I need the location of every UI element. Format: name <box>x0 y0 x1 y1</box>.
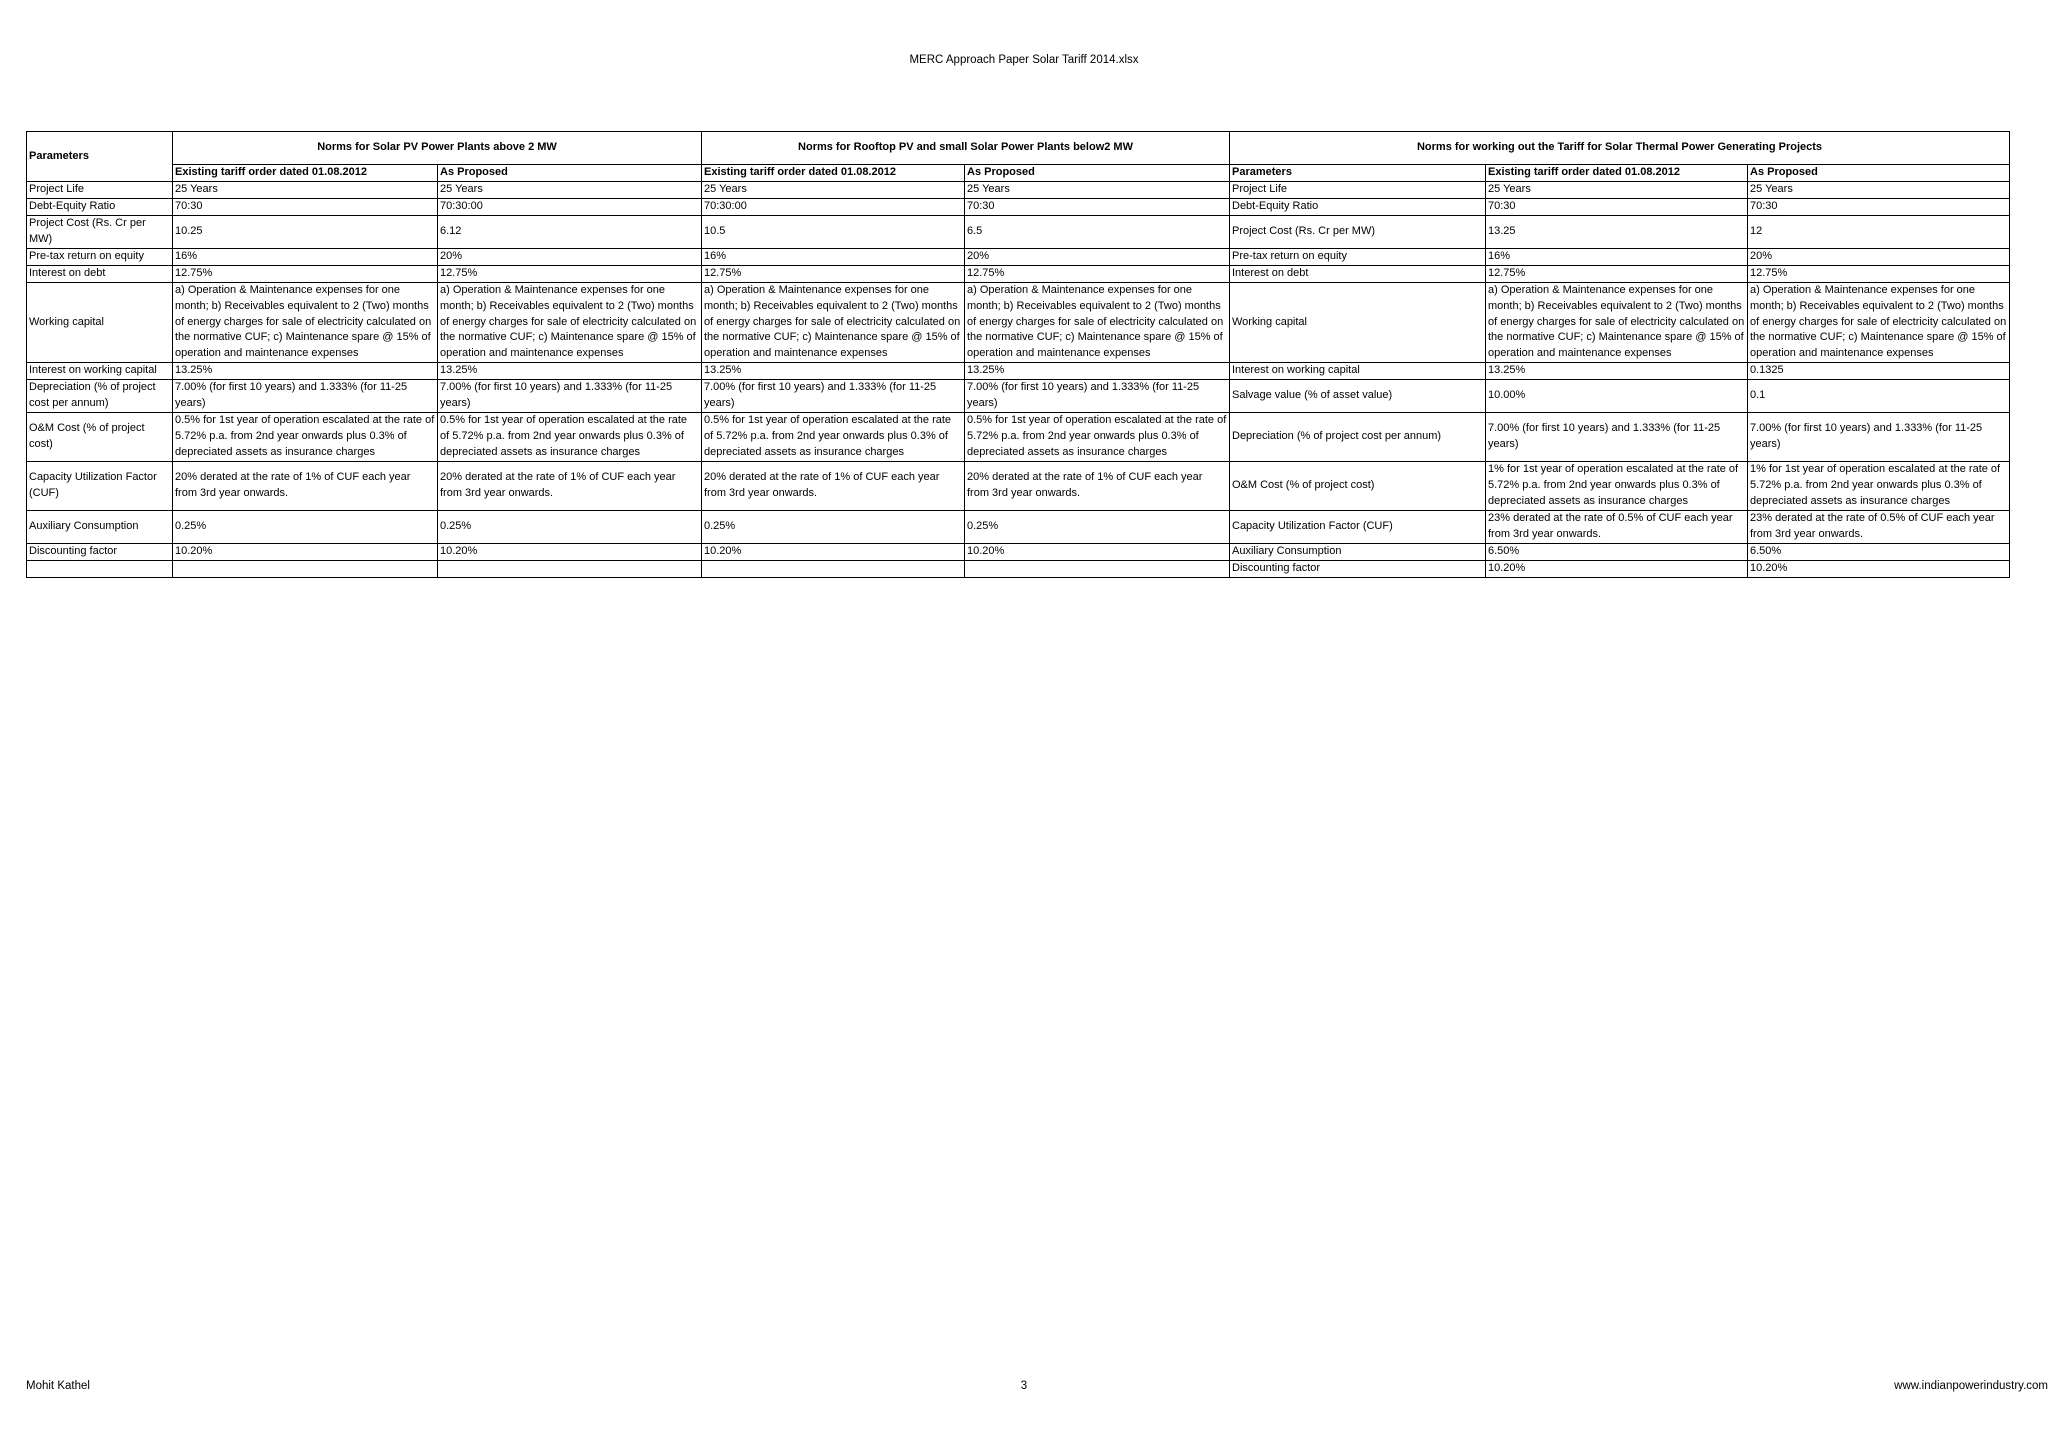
table-row <box>27 215 2010 248</box>
table-row <box>27 380 2010 413</box>
table-cell: Interest on working capital <box>1230 363 1486 380</box>
table-cell: 12.75% <box>1486 265 1748 282</box>
table-cell: Discounting factor <box>1230 560 1486 577</box>
table-cell: 0.25% <box>965 510 1230 543</box>
table-cell: 7.00% (for first 10 years) and 1.333% (for 11-25 years) <box>438 380 702 413</box>
table-cell: 6.50% <box>1748 543 2010 560</box>
table-cell <box>702 560 965 577</box>
table-cell: Interest on debt <box>27 265 173 282</box>
pv-group-header: Norms for Solar PV Power Plants above 2 MW <box>173 132 702 165</box>
table-cell: 10.00% <box>1486 380 1748 413</box>
table-cell: 13.25% <box>1486 363 1748 380</box>
table-cell: a) Operation & Maintenance expenses for one month; b) Receivables equivalent to 2 (Two) months of energy charges for sale of electricity calculated on the normative CUF; c) Maintenance spare @ 15% of operation and maintenance expenses <box>965 282 1230 363</box>
table-row <box>27 182 2010 199</box>
table-cell: 10.20% <box>438 543 702 560</box>
table-cell: 25 Years <box>1486 182 1748 199</box>
rooftop-existing-header: Existing tariff order dated 01.08.2012 <box>702 165 965 182</box>
table-cell: 12.75% <box>438 265 702 282</box>
table-cell: 10.25 <box>173 215 438 248</box>
table-cell: a) Operation & Maintenance expenses for one month; b) Receivables equivalent to 2 (Two) months of energy charges for sale of electricity calculated on the normative CUF; c) Maintenance spare @ 15% of operation and maintenance expenses <box>702 282 965 363</box>
table-row <box>27 248 2010 265</box>
table-cell: 7.00% (for first 10 years) and 1.333% (for 11-25 years) <box>1486 413 1748 462</box>
table-cell: Pre-tax return on equity <box>1230 248 1486 265</box>
table-cell <box>173 560 438 577</box>
table-cell: O&M Cost (% of project cost) <box>27 413 173 462</box>
table-cell: Discounting factor <box>27 543 173 560</box>
table-cell: Depreciation (% of project cost per annum) <box>27 380 173 413</box>
table-cell: Working capital <box>27 282 173 363</box>
thermal-group-header: Norms for working out the Tariff for Solar Thermal Power Generating Projects <box>1230 132 2010 165</box>
table-cell: Auxiliary Consumption <box>27 510 173 543</box>
thermal-existing-header: Existing tariff order dated 01.08.2012 <box>1486 165 1748 182</box>
table-cell: a) Operation & Maintenance expenses for one month; b) Receivables equivalent to 2 (Two) months of energy charges for sale of electricity calculated on the normative CUF; c) Maintenance spare @ 15% of operation and maintenance expenses <box>1486 282 1748 363</box>
table-cell: 16% <box>1486 248 1748 265</box>
table-cell: 6.5 <box>965 215 1230 248</box>
table-cell: 12.75% <box>702 265 965 282</box>
table-cell: 70:30:00 <box>438 198 702 215</box>
table-cell: Capacity Utilization Factor (CUF) <box>27 461 173 510</box>
table-cell: Salvage value (% of asset value) <box>1230 380 1486 413</box>
table-cell: O&M Cost (% of project cost) <box>1230 461 1486 510</box>
table-cell: 10.5 <box>702 215 965 248</box>
table-cell: 0.25% <box>438 510 702 543</box>
table-cell: 20% derated at the rate of 1% of CUF each year from 3rd year onwards. <box>965 461 1230 510</box>
table-cell: 70:30 <box>1486 198 1748 215</box>
pv-proposed-header: As Proposed <box>438 165 702 182</box>
table-cell: 12 <box>1748 215 2010 248</box>
footer-author: Mohit Kathel <box>26 1380 90 1392</box>
table-cell: 10.20% <box>173 543 438 560</box>
table-cell: 70:30 <box>965 198 1230 215</box>
table-cell: 0.5% for 1st year of operation escalated at the rate of 5.72% p.a. from 2nd year onwards plus 0.3% of depreciated assets as insurance charges <box>438 413 702 462</box>
table-cell: 20% <box>438 248 702 265</box>
table-cell: 12.75% <box>173 265 438 282</box>
table-cell: a) Operation & Maintenance expenses for one month; b) Receivables equivalent to 2 (Two) months of energy charges for sale of electricity calculated on the normative CUF; c) Maintenance spare @ 15% of operation and maintenance expenses <box>438 282 702 363</box>
table-cell: 13.25% <box>702 363 965 380</box>
table-cell: 23% derated at the rate of 0.5% of CUF each year from 3rd year onwards. <box>1486 510 1748 543</box>
table-cell <box>27 560 173 577</box>
rooftop-proposed-header: As Proposed <box>965 165 1230 182</box>
table-cell: 7.00% (for first 10 years) and 1.333% (for 11-25 years) <box>702 380 965 413</box>
table-cell: 13.25% <box>965 363 1230 380</box>
table-row <box>27 543 2010 560</box>
table-cell: a) Operation & Maintenance expenses for one month; b) Receivables equivalent to 2 (Two) months of energy charges for sale of electricity calculated on the normative CUF; c) Maintenance spare @ 15% of operation and maintenance expenses <box>1748 282 2010 363</box>
thermal-parameters-header: Parameters <box>1230 165 1486 182</box>
rooftop-group-header: Norms for Rooftop PV and small Solar Power Plants below2 MW <box>702 132 1230 165</box>
table-cell: 70:30 <box>173 198 438 215</box>
table-cell: 20% derated at the rate of 1% of CUF each year from 3rd year onwards. <box>438 461 702 510</box>
table-cell: 0.25% <box>702 510 965 543</box>
table-cell: Capacity Utilization Factor (CUF) <box>1230 510 1486 543</box>
table-cell: 13.25% <box>173 363 438 380</box>
table-row <box>27 413 2010 462</box>
table-cell: 0.5% for 1st year of operation escalated at the rate of 5.72% p.a. from 2nd year onwards plus 0.3% of depreciated assets as insurance charges <box>702 413 965 462</box>
table-cell: 13.25 <box>1486 215 1748 248</box>
table-cell: 20% <box>1748 248 2010 265</box>
table-cell: 0.5% for 1st year of operation escalated at the rate of 5.72% p.a. from 2nd year onwards plus 0.3% of depreciated assets as insurance charges <box>173 413 438 462</box>
table-cell: 10.20% <box>1748 560 2010 577</box>
table-cell: 10.20% <box>965 543 1230 560</box>
table-cell: 25 Years <box>438 182 702 199</box>
tariff-norms-table <box>26 131 2010 578</box>
table-cell: Debt-Equity Ratio <box>1230 198 1486 215</box>
table-cell: Auxiliary Consumption <box>1230 543 1486 560</box>
table-cell: 20% derated at the rate of 1% of CUF each year from 3rd year onwards. <box>702 461 965 510</box>
table-row <box>27 282 2010 363</box>
table-cell: 6.50% <box>1486 543 1748 560</box>
table-row <box>27 560 2010 577</box>
table-cell: 25 Years <box>1748 182 2010 199</box>
table-cell: a) Operation & Maintenance expenses for one month; b) Receivables equivalent to 2 (Two) months of energy charges for sale of electricity calculated on the normative CUF; c) Maintenance spare @ 15% of operation and maintenance expenses <box>173 282 438 363</box>
table-cell: 13.25% <box>438 363 702 380</box>
table-row <box>27 265 2010 282</box>
table-row <box>27 198 2010 215</box>
table-cell: 16% <box>173 248 438 265</box>
table-cell: Project Cost (Rs. Cr per MW) <box>27 215 173 248</box>
table-cell: Working capital <box>1230 282 1486 363</box>
table-cell: 0.1 <box>1748 380 2010 413</box>
table-cell: 0.5% for 1st year of operation escalated at the rate of 5.72% p.a. from 2nd year onwards plus 0.3% of depreciated assets as insurance charges <box>965 413 1230 462</box>
document-title: MERC Approach Paper Solar Tariff 2014.xlsx <box>909 54 1139 66</box>
table-cell: Project Life <box>1230 182 1486 199</box>
table-cell: Project Life <box>27 182 173 199</box>
table-cell: Project Cost (Rs. Cr per MW) <box>1230 215 1486 248</box>
table-cell: 0.25% <box>173 510 438 543</box>
table-cell: 25 Years <box>173 182 438 199</box>
table-row <box>27 510 2010 543</box>
table-cell: 1% for 1st year of operation escalated at the rate of 5.72% p.a. from 2nd year onwards plus 0.3% of depreciated assets as insurance charges <box>1486 461 1748 510</box>
table-cell: Pre-tax return on equity <box>27 248 173 265</box>
table-row <box>27 461 2010 510</box>
table-cell: 20% derated at the rate of 1% of CUF each year from 3rd year onwards. <box>173 461 438 510</box>
table-cell: 7.00% (for first 10 years) and 1.333% (for 11-25 years) <box>173 380 438 413</box>
footer-website: www.indianpowerindustry.com <box>1894 1380 2048 1392</box>
table-cell: Interest on working capital <box>27 363 173 380</box>
table-cell: 10.20% <box>702 543 965 560</box>
table-cell: Debt-Equity Ratio <box>27 198 173 215</box>
table-cell: 7.00% (for first 10 years) and 1.333% (for 11-25 years) <box>965 380 1230 413</box>
table-cell: 1% for 1st year of operation escalated at the rate of 5.72% p.a. from 2nd year onwards plus 0.3% of depreciated assets as insurance charges <box>1748 461 2010 510</box>
table-cell: 7.00% (for first 10 years) and 1.333% (for 11-25 years) <box>1748 413 2010 462</box>
table-cell: 70:30 <box>1748 198 2010 215</box>
table-cell: 10.20% <box>1486 560 1748 577</box>
table-cell <box>965 560 1230 577</box>
table-cell: 0.1325 <box>1748 363 2010 380</box>
table-cell: Depreciation (% of project cost per annum) <box>1230 413 1486 462</box>
table-cell <box>438 560 702 577</box>
table-cell: 70:30:00 <box>702 198 965 215</box>
table-cell: 20% <box>965 248 1230 265</box>
thermal-proposed-header: As Proposed <box>1748 165 2010 182</box>
table-cell: Interest on debt <box>1230 265 1486 282</box>
table-cell: 12.75% <box>965 265 1230 282</box>
table-cell: 25 Years <box>965 182 1230 199</box>
table-row <box>27 363 2010 380</box>
table-cell: 12.75% <box>1748 265 2010 282</box>
table-cell: 6.12 <box>438 215 702 248</box>
table-cell: 25 Years <box>702 182 965 199</box>
pv-existing-header: Existing tariff order dated 01.08.2012 <box>173 165 438 182</box>
table-cell: 16% <box>702 248 965 265</box>
table-cell: 23% derated at the rate of 0.5% of CUF each year from 3rd year onwards. <box>1748 510 2010 543</box>
parameters-header: Parameters <box>27 132 173 182</box>
footer-page-number: 3 <box>1020 1380 1028 1392</box>
